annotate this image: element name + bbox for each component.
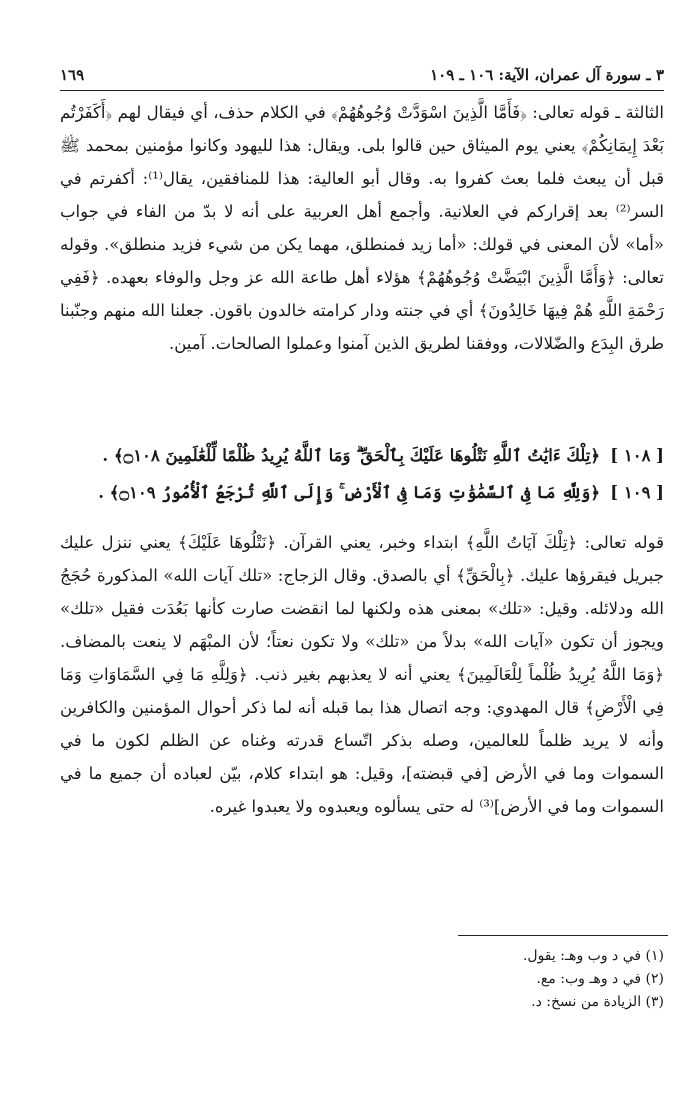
header-rule	[60, 90, 664, 91]
footnotes	[523, 945, 664, 1014]
commentary-paragraph-2	[60, 526, 664, 823]
verse-number: [ ١٠٩ ]	[610, 483, 664, 502]
verse-108	[60, 437, 664, 474]
verse-text: ﴿وَلِلَّهِ مَا فِى ٱلسَّمَٰوَٰتِ وَمَا فِى ٱلْأَرْضِ ۚ وَإِلَى ٱللَّهِ تُرْجَعُ ٱلْأُمُورُ ۝١٠٩﴾ .	[98, 482, 600, 502]
verse-number: [ ١٠٨ ]	[610, 446, 664, 465]
commentary-paragraph-1	[60, 96, 664, 360]
running-header	[60, 62, 664, 88]
paragraph-text: قوله تعالى: ﴿تِلْكَ آيَاتُ اللَّهِ﴾ ابتداء وخبر، يعني القرآن. ﴿نَتْلُوهَا عَلَيْكَ﴾ يعني ننزل عليك جبريل فيقرؤها عليك. ﴿بِالْحَقِّ﴾ أي بالصدق. وقال الزجاج: «تلك آيات الله» المذكورة حُجَجُ الله ودلائله. وقيل: «تلك» بمعنى هذه ولكنها لما انقضت صارت كأنها بَعُدَت فقيل «تلك» ويجوز أن تكون «آيات الله» بدلاً من «تلك» ولا تكون نعتاً؛ لأن المبْهَم لا ينعت بالمضاف. ﴿وَمَا اللَّهُ يُرِيدُ ظُلْماً لِلْعَالَمِينَ﴾ يعني أنه لا يعذبهم بغير ذنب. ﴿وَلِلَّهِ مَا فِي السَّمَاوَاتِ وَمَا فِي الْأَرْضِ﴾ قال المهدوي: وجه اتصال هذا بما قبله أنه لما ذكر أحوال المؤمنين والكافرين وأنه لا يريد ظلماً للعالمين، وصله بذكر اتّساع قدرته وغناه عن الظلم لكون ما في السموات وما في الأرض [في قبضته]، وقيل: هو ابتداء كلام، بيّن لعباده أن جميع ما في السموات وما في الأرض]⁽³⁾ له حتى يسألوه ويعبدوه ولا يعبدوا غيره.	[60, 533, 664, 816]
page-number: ١٦٩	[60, 66, 85, 84]
footnote: (١) في د وب وهـ: يقول.	[522, 948, 664, 964]
verse-109	[60, 474, 664, 511]
footnote-rule	[458, 935, 668, 936]
header-title: ٣ ـ سورة آل عمران، الآية: ١٠٦ ـ ١٠٩	[430, 66, 664, 84]
verse-block	[60, 437, 664, 511]
footnote: (٢) في د وهـ وب: مع.	[536, 971, 664, 987]
paragraph-text: الثالثة ـ قوله تعالى: ﴿فَأَمَّا الَّذِينَ اسْوَدَّتْ وُجُوهُهُمْ﴾ في الكلام حذف، أي فيقال لهم ﴿أَكَفَرْتُم بَعْدَ إِيمَانِكُمْ﴾ يعني يوم الميثاق حين قالوا بلى. ويقال: هذا لليهود وكانوا مؤمنين بمحمد ﷺ قبل أن يبعث فلما بعث كفروا به. وقال أبو العالية: هذا للمنافقين، يقال⁽¹⁾: أكفرتم في السر⁽²⁾ بعد إقراركم في العلانية. وأجمع أهل العربية على أنه لا بدّ من الفاء في جواب «أما» لأن المعنى في قولك: «أما زيد فمنطلق، مهما يكن من شيء فزيد منطلق». وقوله تعالى: ﴿وَأَمَّا الَّذِينَ ابْيَضَّتْ وُجُوهُهُمْ﴾ هؤلاء أهل طاعة الله عز وجل والوفاء بعهده. ﴿فَفِي رَحْمَةِ اللَّهِ هُمْ فِيهَا خَالِدُونَ﴾ أي في جنته ودار كرامته خالدون باقون. جعلنا الله منهم وجنّبنا طرق البِدَع والضّلالات، ووفقنا لطريق الذين آمنوا وعملوا الصالحات. آمين.	[60, 103, 664, 353]
verse-text: ﴿تِلْكَ ءَايَٰتُ ٱللَّهِ نَتْلُوهَا عَلَيْكَ بِٱلْحَقِّ ۗ وَمَا ٱللَّهُ يُرِيدُ ظُلْمًا لِّلْعَٰلَمِينَ ۝١٠٨﴾ .	[102, 445, 600, 465]
footnote: (٣) الزيادة من نسخ: د.	[531, 994, 664, 1010]
